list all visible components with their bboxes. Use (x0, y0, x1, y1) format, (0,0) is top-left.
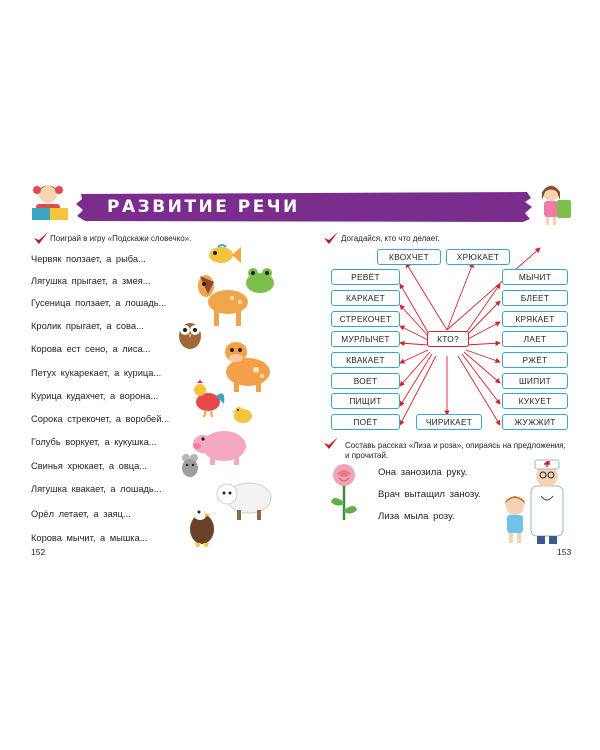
riddle-line: Кролик прыгает, а сова... (31, 321, 144, 331)
verb-box: ПИЩИТ (331, 393, 400, 409)
story-sentence: Лиза мыла розу. (378, 511, 455, 522)
riddle-line: Корова ест сено, а лиса... (31, 344, 151, 354)
verb-box: МУРЛЫЧЕТ (331, 331, 400, 347)
riddle-line: Гусеница ползает, а лошадь... (31, 298, 167, 308)
riddle-line: Свинья хрюкает, а овца... (31, 461, 148, 471)
verb-box: ЛАЕТ (502, 331, 568, 347)
verb-box: СТРЕКОЧЕТ (331, 311, 400, 327)
riddle-line: Лягушка квакает, а лошадь... (31, 484, 162, 494)
verb-box: РЕВЁТ (331, 269, 400, 285)
rose-illustration (327, 462, 361, 522)
verb-box: ЖУЖЖИТ (502, 414, 568, 430)
verb-box: МЫЧИТ (502, 269, 568, 285)
story-sentence: Врач вытащил занозу. (378, 489, 481, 500)
story-sentence: Она занозила руку. (378, 467, 468, 478)
verb-box: ЧИРИКАЕТ (416, 414, 482, 430)
riddle-line: Лягушка прыгает, а змея... (31, 276, 151, 286)
verb-box: КВАКАЕТ (331, 352, 400, 368)
verb-box: КРЯКАЕТ (502, 311, 568, 327)
verb-box: ХРЮКАЕТ (446, 249, 510, 265)
task-check-icon (323, 436, 339, 450)
riddle-line: Орёл летает, а заяц... (31, 509, 131, 519)
right-instruction: Догадайся, кто что делает. (341, 234, 440, 243)
right-instruction-2: Составь рассказ «Лиза и роза», опираясь на предложения, и прочитай. (345, 441, 566, 460)
riddle-line: Голубь воркует, а кукушка... (31, 437, 157, 447)
riddle-line: Червяк ползает, а рыба... (31, 254, 146, 264)
section-title: РАЗВИТИЕ РЕЧИ (107, 197, 300, 217)
verb-box: ПОЁТ (331, 414, 400, 430)
page-number-left: 152 (31, 547, 46, 557)
verb-box: ВОЕТ (331, 373, 400, 389)
verb-box: КАРКАЕТ (331, 290, 400, 306)
verb-box: КВОХЧЕТ (377, 249, 441, 265)
riddle-line: Корова мычит, а мышка... (31, 533, 148, 543)
verb-box: РЖЁТ (502, 352, 568, 368)
doctor-and-girl-illustration (497, 456, 571, 546)
left-instruction: Поиграй в игру «Подскажи словечко». (50, 234, 192, 243)
verb-box: БЛЕЕТ (502, 290, 568, 306)
center-who-box: КТО? (427, 331, 469, 347)
riddle-line: Петух кукарекает, а курица... (31, 368, 162, 378)
riddle-line: Курица кудахчет, а ворона... (31, 391, 159, 401)
page-number-right: 153 (557, 547, 572, 557)
verb-box: КУКУЕТ (502, 393, 568, 409)
riddle-line: Сорока стрекочет, а воробей... (31, 414, 170, 424)
verb-box: ШИПИТ (502, 373, 568, 389)
